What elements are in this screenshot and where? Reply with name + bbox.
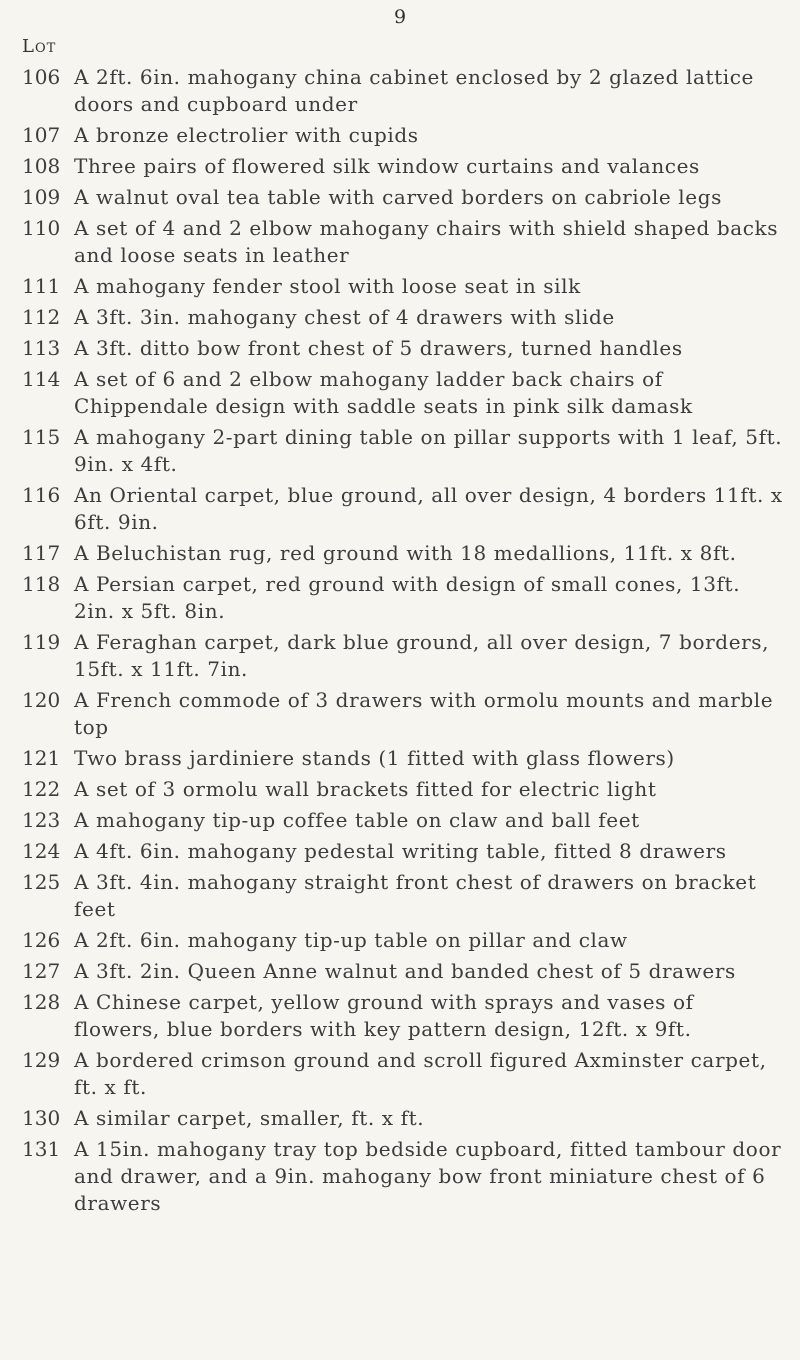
lot-description: An Oriental carpet, blue ground, all over design, 4 borders 11ft. x 6ft. 9in.: [74, 483, 783, 534]
lot-number: 127: [22, 959, 61, 983]
lot-entry: [22, 629, 784, 683]
lot-number: 116: [22, 483, 61, 507]
lot-entry: [22, 304, 784, 331]
lot-entry: [22, 1136, 784, 1217]
lot-entry: [22, 273, 784, 300]
lot-number: 118: [22, 572, 61, 596]
lot-entry: [22, 1105, 784, 1132]
lot-description: A 2ft. 6in. mahogany china cabinet enclosed by 2 glazed lattice doors and cupboard under: [74, 65, 754, 116]
lot-number: 131: [22, 1137, 61, 1161]
lot-description: A 15in. mahogany tray top bedside cupboard, fitted tambour door and drawer, and a 9in. mahogany bow front miniature chest of 6 drawers: [74, 1137, 782, 1215]
lot-number: 117: [22, 541, 61, 565]
lot-number: 114: [22, 367, 61, 391]
lot-number: 125: [22, 870, 61, 894]
lot-description: A Chinese carpet, yellow ground with sprays and vases of flowers, blue borders with key pattern design, 12ft. x 9ft.: [74, 990, 694, 1041]
lot-number: 120: [22, 688, 61, 712]
lot-entry: [22, 335, 784, 362]
lot-entry: [22, 687, 784, 741]
lot-number: 123: [22, 808, 61, 832]
lot-number: 129: [22, 1048, 61, 1072]
lot-description: A mahogany tip-up coffee table on claw and ball feet: [74, 808, 640, 832]
lot-description: A bordered crimson ground and scroll figured Axminster carpet, ft. x ft.: [74, 1048, 767, 1099]
lot-number: 119: [22, 630, 61, 654]
lot-description: A 3ft. 4in. mahogany straight front chest of drawers on bracket feet: [74, 870, 757, 921]
lot-entry: [22, 424, 784, 478]
lot-number: 106: [22, 65, 61, 89]
lot-number: 130: [22, 1106, 61, 1130]
lot-entry: [22, 869, 784, 923]
lot-number: 128: [22, 990, 61, 1014]
lot-number: 109: [22, 185, 61, 209]
lot-number: 108: [22, 154, 61, 178]
lot-description: A 3ft. 2in. Queen Anne walnut and banded chest of 5 drawers: [74, 959, 736, 983]
lot-description: A walnut oval tea table with carved borders on cabriole legs: [74, 185, 723, 209]
lot-description: A Beluchistan rug, red ground with 18 medallions, 11ft. x 8ft.: [74, 541, 737, 565]
lot-entry: [22, 958, 784, 985]
page-number: 9: [393, 6, 407, 28]
lot-description: A Feraghan carpet, dark blue ground, all over design, 7 borders, 15ft. x 11ft. 7in.: [74, 630, 770, 681]
lot-entry: [22, 571, 784, 625]
lot-entry: [22, 807, 784, 834]
lot-number: 122: [22, 777, 61, 801]
lot-description: A set of 6 and 2 elbow mahogany ladder back chairs of Chippendale design with saddle seats in pink silk damask: [74, 367, 693, 418]
lot-description: A similar carpet, smaller, ft. x ft.: [74, 1106, 425, 1130]
lot-number: 111: [22, 274, 61, 298]
lot-number: 126: [22, 928, 61, 952]
lot-number: 112: [22, 305, 61, 329]
lot-entry: [22, 153, 784, 180]
lot-description: A set of 3 ormolu wall brackets fitted for electric light: [74, 777, 657, 801]
lot-entry: [22, 1047, 784, 1101]
lot-entry: [22, 184, 784, 211]
lot-description: A mahogany fender stool with loose seat in silk: [74, 274, 581, 298]
lot-entry: [22, 745, 784, 772]
lot-number: 110: [22, 216, 61, 240]
lot-entry: [22, 989, 784, 1043]
lot-number: 107: [22, 123, 61, 147]
lot-description: A mahogany 2-part dining table on pillar supports with 1 leaf, 5ft. 9in. x 4ft.: [74, 425, 783, 476]
lot-entry: [22, 838, 784, 865]
lot-number: 121: [22, 746, 61, 770]
lot-column-header: Lot: [22, 36, 57, 57]
lot-description: A Persian carpet, red ground with design of small cones, 13ft. 2in. x 5ft. 8in.: [74, 572, 741, 623]
lot-entry: [22, 927, 784, 954]
lot-description: Three pairs of flowered silk window curtains and valances: [74, 154, 700, 178]
lot-description: A 4ft. 6in. mahogany pedestal writing table, fitted 8 drawers: [74, 839, 727, 863]
lot-entry: [22, 482, 784, 536]
lot-description: A 2ft. 6in. mahogany tip-up table on pillar and claw: [74, 928, 628, 952]
lot-description: A set of 4 and 2 elbow mahogany chairs with shield shaped backs and loose seats in leather: [74, 216, 779, 267]
lot-entry: [22, 540, 784, 567]
lot-entry: [22, 215, 784, 269]
lot-entry: [22, 64, 784, 118]
lot-list: [22, 64, 784, 1221]
lot-entry: [22, 366, 784, 420]
lot-entry: [22, 776, 784, 803]
lot-description: A bronze electrolier with cupids: [74, 123, 419, 147]
lot-number: 124: [22, 839, 61, 863]
lot-description: A 3ft. ditto bow front chest of 5 drawers, turned handles: [74, 336, 683, 360]
lot-number: 115: [22, 425, 61, 449]
lot-description: A 3ft. 3in. mahogany chest of 4 drawers with slide: [74, 305, 615, 329]
lot-entry: [22, 122, 784, 149]
lot-description: Two brass jardiniere stands (1 fitted with glass flowers): [74, 746, 675, 770]
lot-number: 113: [22, 336, 61, 360]
lot-description: A French commode of 3 drawers with ormolu mounts and marble top: [74, 688, 774, 739]
